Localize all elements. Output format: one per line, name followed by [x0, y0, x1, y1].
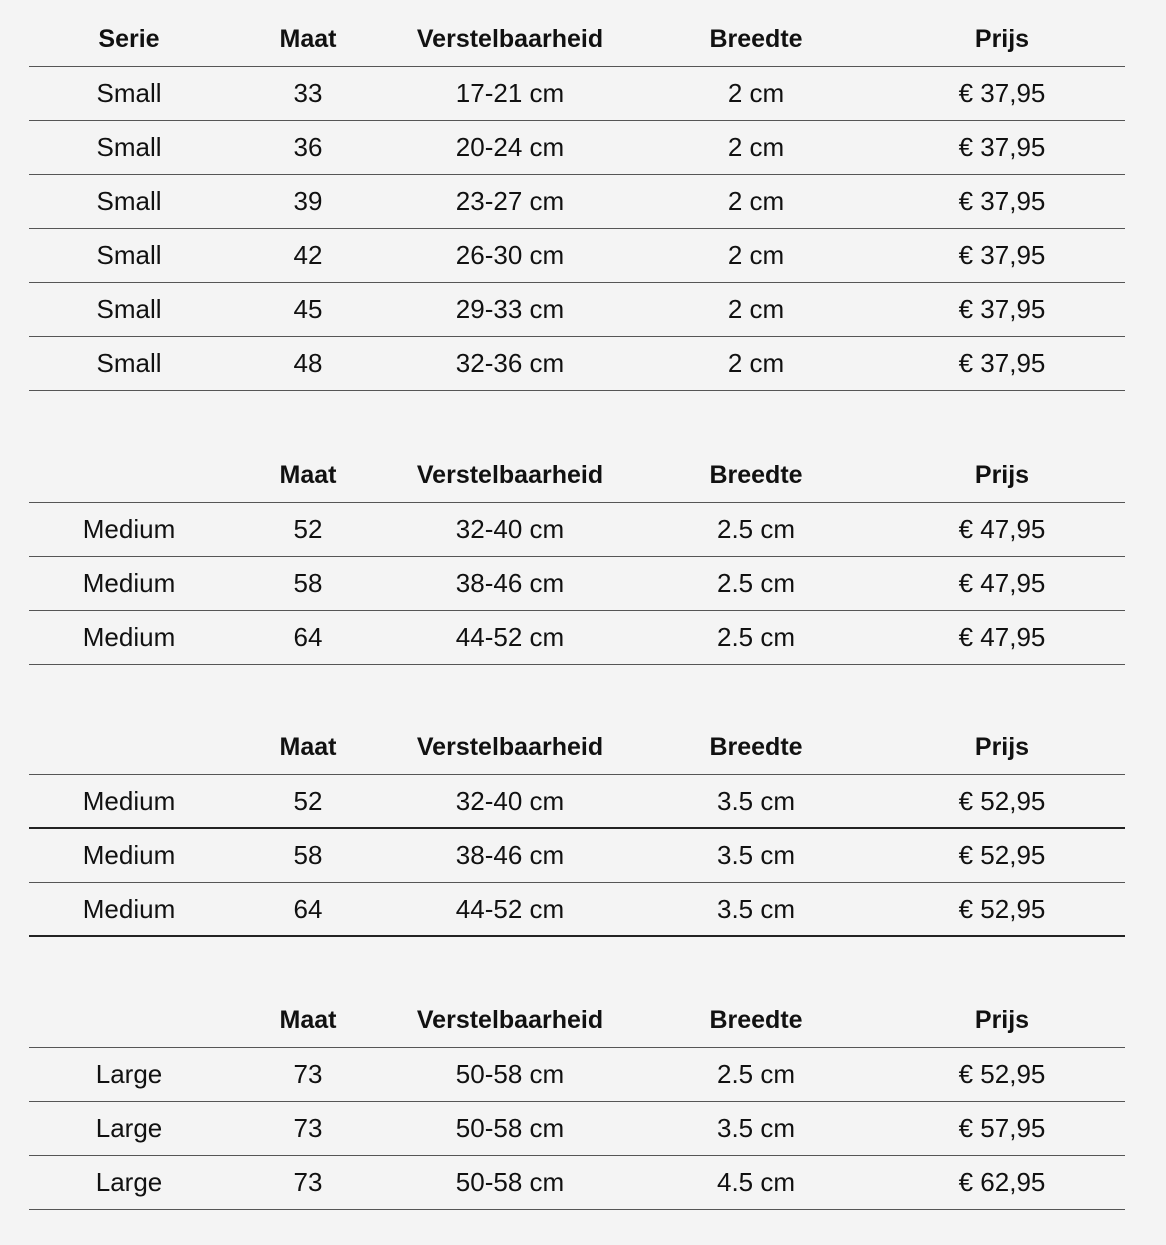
table-row: [29, 1156, 1125, 1210]
table-row: [29, 775, 1125, 829]
cell-verstelbaarheid: 32-40 cm: [455, 514, 565, 544]
header-prijs: Prijs: [974, 1006, 1030, 1034]
cell-verstelbaarheid: 26-30 cm: [455, 240, 565, 270]
cell-maat: 33: [293, 78, 323, 108]
header-maat: Maat: [279, 1006, 337, 1034]
cell-verstelbaarheid: 44-52 cm: [455, 893, 565, 924]
cell-verstelbaarheid: 50-58 cm: [455, 1113, 565, 1143]
cell-maat: 58: [293, 840, 323, 870]
cell-breedte: 2 cm: [727, 132, 785, 162]
table-row: [29, 611, 1125, 665]
cell-breedte: 2.5 cm: [716, 622, 796, 652]
cell-prijs: € 62,95: [958, 1167, 1046, 1197]
cell-breedte: 3.5 cm: [716, 785, 796, 816]
table-header: [29, 13, 1125, 67]
cell-prijs: € 37,95: [958, 348, 1046, 378]
table-row: [29, 337, 1125, 391]
cell-breedte: 4.5 cm: [716, 1167, 796, 1197]
cell-serie: Medium: [82, 785, 176, 816]
cell-maat: 45: [293, 294, 323, 324]
table-row: [29, 67, 1125, 121]
cell-verstelbaarheid: 38-46 cm: [455, 840, 565, 870]
cell-verstelbaarheid: 23-27 cm: [455, 186, 565, 216]
cell-prijs: € 37,95: [958, 186, 1046, 216]
table-row: [29, 883, 1125, 937]
cell-serie: Small: [96, 240, 162, 270]
cell-maat: 73: [293, 1167, 323, 1197]
cell-prijs: € 47,95: [958, 514, 1046, 544]
cell-verstelbaarheid: 32-36 cm: [455, 348, 565, 378]
header-serie: Serie: [98, 25, 160, 53]
table-row: [29, 1102, 1125, 1156]
header-verstelbaarheid: Verstelbaarheid: [416, 1006, 604, 1034]
header-breedte: Breedte: [709, 461, 803, 489]
header-breedte: Breedte: [709, 733, 803, 761]
header-breedte: Breedte: [709, 1006, 803, 1034]
cell-verstelbaarheid: 29-33 cm: [455, 294, 565, 324]
table-row: [29, 283, 1125, 337]
cell-breedte: 3.5 cm: [716, 1113, 796, 1143]
cell-serie: Small: [96, 78, 162, 108]
cell-breedte: 2.5 cm: [716, 514, 796, 544]
cell-breedte: 2 cm: [727, 348, 785, 378]
cell-verstelbaarheid: 50-58 cm: [455, 1167, 565, 1197]
cell-prijs: € 52,95: [958, 1059, 1046, 1089]
cell-serie: Small: [96, 186, 162, 216]
size-table-medium-wide: [29, 721, 1125, 937]
header-prijs: Prijs: [974, 733, 1030, 761]
cell-breedte: 3.5 cm: [716, 840, 796, 870]
cell-prijs: € 37,95: [958, 132, 1046, 162]
cell-serie: Medium: [82, 622, 176, 652]
cell-serie: Medium: [82, 568, 176, 598]
table-row: [29, 175, 1125, 229]
cell-maat: 64: [293, 622, 323, 652]
cell-verstelbaarheid: 17-21 cm: [455, 78, 565, 108]
cell-maat: 36: [293, 132, 323, 162]
table-row: [29, 1048, 1125, 1102]
table-header: [29, 449, 1125, 503]
cell-verstelbaarheid: 32-40 cm: [455, 785, 565, 816]
cell-serie: Medium: [82, 893, 176, 924]
cell-verstelbaarheid: 50-58 cm: [455, 1059, 565, 1089]
header-maat: Maat: [279, 733, 337, 761]
table-header: [29, 994, 1125, 1048]
header-maat: Maat: [279, 461, 337, 489]
cell-serie: Medium: [82, 840, 176, 870]
cell-prijs: € 37,95: [958, 78, 1046, 108]
cell-maat: 42: [293, 240, 323, 270]
cell-prijs: € 52,95: [958, 840, 1046, 870]
table-row: [29, 503, 1125, 557]
cell-serie: Large: [95, 1059, 163, 1089]
cell-prijs: € 37,95: [958, 240, 1046, 270]
cell-prijs: € 37,95: [958, 294, 1046, 324]
header-maat: Maat: [279, 25, 337, 53]
table-row: [29, 121, 1125, 175]
cell-serie: Small: [96, 132, 162, 162]
cell-prijs: € 52,95: [958, 893, 1046, 924]
table-header: [29, 721, 1125, 775]
cell-breedte: 2.5 cm: [716, 568, 796, 598]
cell-breedte: 2 cm: [727, 186, 785, 216]
table-row: [29, 829, 1125, 883]
cell-maat: 58: [293, 568, 323, 598]
header-breedte: Breedte: [709, 25, 803, 53]
cell-maat: 64: [293, 893, 323, 924]
cell-breedte: 2 cm: [727, 240, 785, 270]
header-prijs: Prijs: [974, 461, 1030, 489]
cell-serie: Small: [96, 294, 162, 324]
header-prijs: Prijs: [974, 25, 1030, 53]
cell-breedte: 3.5 cm: [716, 893, 796, 924]
cell-maat: 39: [293, 186, 323, 216]
cell-serie: Large: [95, 1113, 163, 1143]
cell-breedte: 2.5 cm: [716, 1059, 796, 1089]
cell-serie: Small: [96, 348, 162, 378]
cell-maat: 73: [293, 1059, 323, 1089]
header-verstelbaarheid: Verstelbaarheid: [416, 733, 604, 761]
cell-prijs: € 47,95: [958, 622, 1046, 652]
cell-verstelbaarheid: 44-52 cm: [455, 622, 565, 652]
cell-serie: Large: [95, 1167, 163, 1197]
cell-verstelbaarheid: 38-46 cm: [455, 568, 565, 598]
cell-breedte: 2 cm: [727, 294, 785, 324]
cell-prijs: € 47,95: [958, 568, 1046, 598]
header-verstelbaarheid: Verstelbaarheid: [416, 25, 604, 53]
cell-prijs: € 57,95: [958, 1113, 1046, 1143]
table-row: [29, 557, 1125, 611]
cell-maat: 52: [293, 514, 323, 544]
header-verstelbaarheid: Verstelbaarheid: [416, 461, 604, 489]
cell-verstelbaarheid: 20-24 cm: [455, 132, 565, 162]
size-table-medium-narrow: [29, 449, 1125, 665]
table-row: [29, 229, 1125, 283]
cell-maat: 52: [293, 785, 323, 816]
cell-prijs: € 52,95: [958, 785, 1046, 816]
size-table-large: [29, 994, 1125, 1210]
size-table-small: [29, 13, 1125, 391]
cell-breedte: 2 cm: [727, 78, 785, 108]
cell-serie: Medium: [82, 514, 176, 544]
cell-maat: 48: [293, 348, 323, 378]
cell-maat: 73: [293, 1113, 323, 1143]
